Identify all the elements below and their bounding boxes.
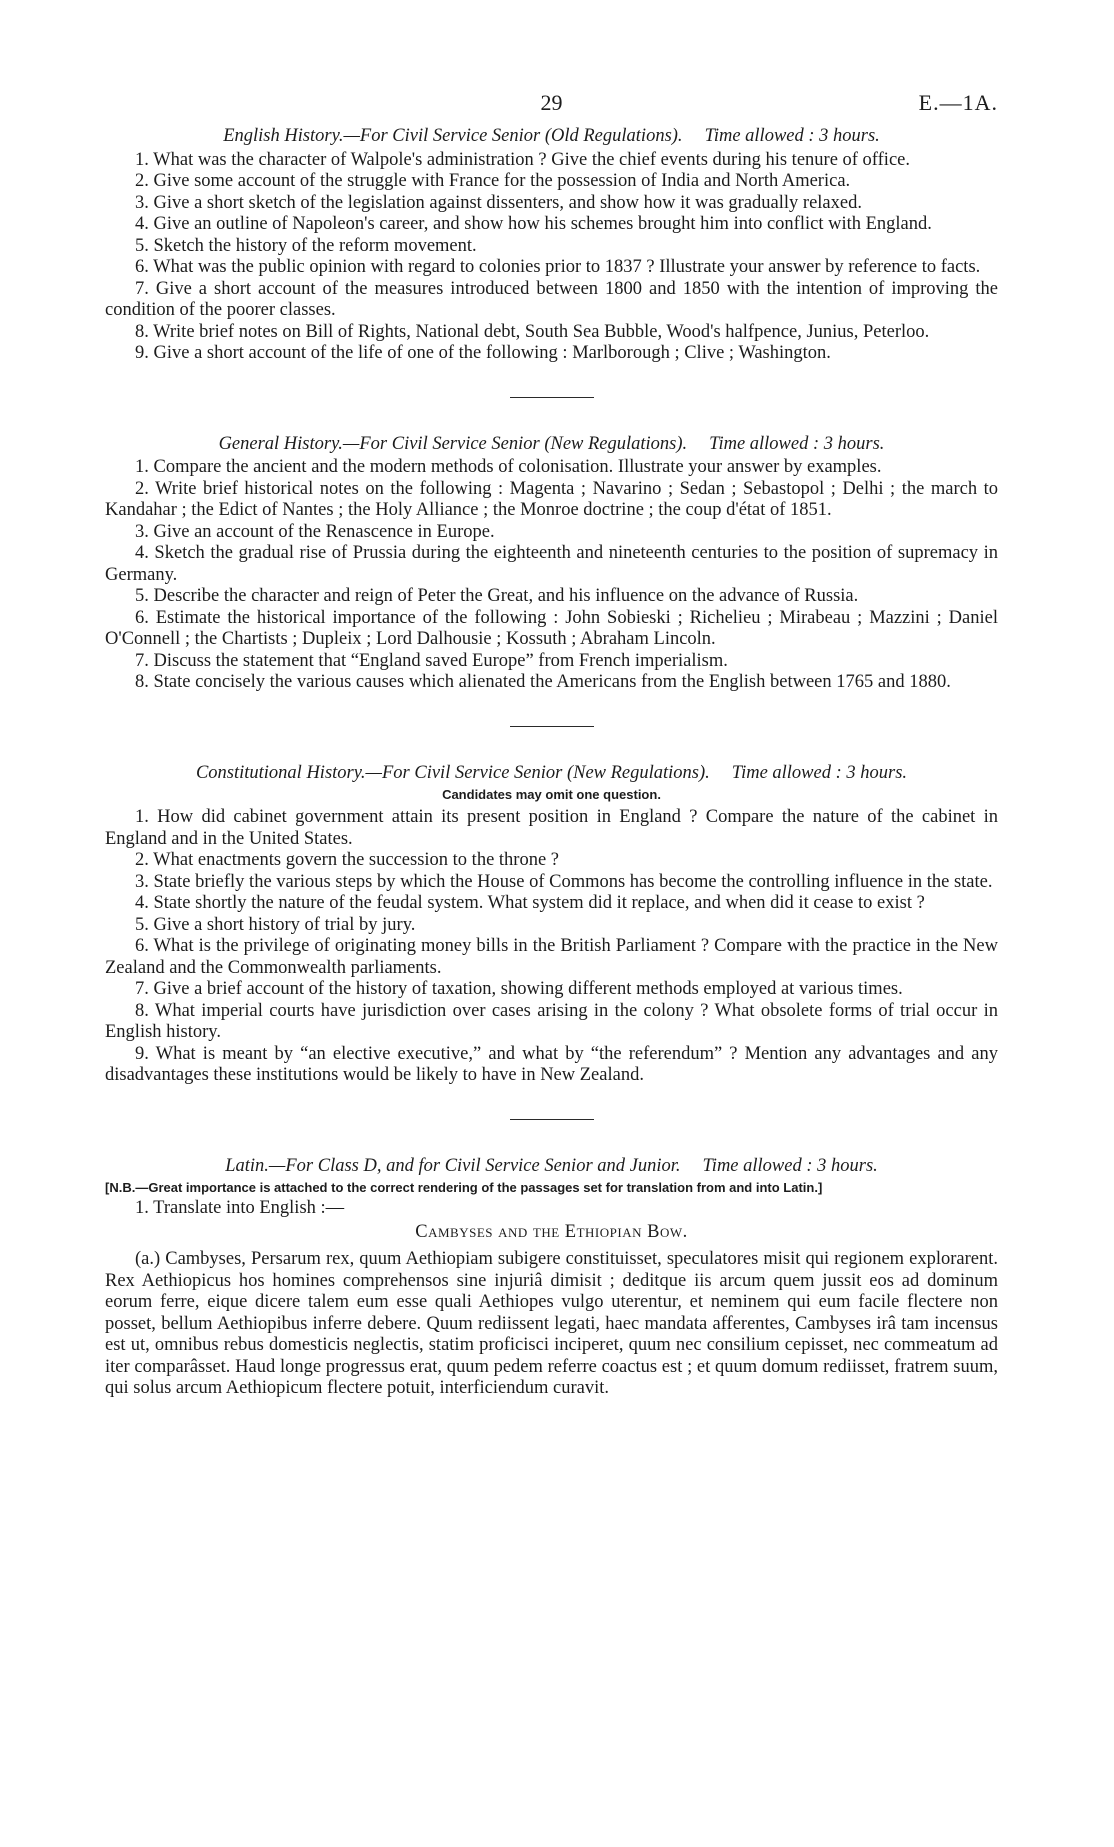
section-divider <box>510 726 594 727</box>
section-divider <box>510 397 594 398</box>
question: 3. Give an account of the Renascence in Europe. <box>135 521 495 542</box>
question: 7. Discuss the statement that “England saved Europe” from French imperialism. <box>135 650 728 671</box>
section-title: General History.—For Civil Service Senior (New Regulations). <box>218 433 688 454</box>
section-heading-constitutional <box>105 763 998 785</box>
question: 2. What enactments govern the succession to the throne ? <box>135 850 560 870</box>
question: 2. Write brief historical notes on the following : Magenta ; Navarino ; Sedan ; Sebastopol ; Delhi ; the march to Kandahar ; the Edict of Nantes ; the Holy Alliance ; the Monroe doctrine ; the coup d'état of 1851. <box>105 478 998 520</box>
page-header <box>105 88 998 120</box>
page-number: 29 <box>540 90 563 115</box>
question: 6. What was the public opinion with regard to colonies prior to 1837 ? Illustrate your answer by reference to facts. <box>135 257 981 277</box>
question: 3. Give a short sketch of the legislation against dissenters, and show how it was gradually relaxed. <box>135 192 862 213</box>
passage-title: Cambyses and the Ethiopian Bow. <box>415 1221 688 1242</box>
question: 9. What is meant by “an elective executive,” and what by “the referendum” ? Mention any advantages and any disadvantages these institutions would be likely to have in New Zealand. <box>105 1043 998 1085</box>
time-allowed: Time allowed : 3 hours. <box>702 1155 878 1176</box>
question: 3. State briefly the various steps by which the House of Commons has become the controlling influence in the state. <box>135 871 993 892</box>
question: 4. State shortly the nature of the feudal system. What system did it replace, and when did it cease to exist ? <box>135 893 925 913</box>
question: 6. Estimate the historical importance of the following : John Sobieski ; Richelieu ; Mirabeau ; Mazzini ; Daniel O'Connell ; the Chartists ; Dupleix ; Lord Dalhousie ; Kossuth ; Abraham Lincoln. <box>105 607 998 649</box>
section-note: Candidates may omit one question. <box>442 787 661 802</box>
document-code: E.—1A. <box>918 90 998 115</box>
section-heading-english <box>105 126 998 148</box>
time-allowed: Time allowed : 3 hours. <box>709 433 885 454</box>
latin-passage: (a.) Cambyses, Persarum rex, quum Aethiopiam subigere constituisset, speculatores misit qui regionem explorarent. Rex Aethiopicus hos homines comprehensos sine injuriâ dimisit ; deditque iis arcum quem jussit eos ad dominum eorum ferre, eique dicere talem eum esse quali Aethiopes vulgo uterentur, et neminem qui eum facile flectere non posset, bellum Aethiopibus inferre debere. Quum rediissent legati, haec mandata afferentes, Cambyses irâ tam incensus est ut, omnibus rebus domesticis neglectis, statim proficisci inciperet, quum nec consilium cepisset, nec commeatum ad iter comparâsset. Haud longe progressus erat, quum pedem referre coactus est ; et quum domum rediisset, fratrem suum, qui solus arcum Aethiopicum flectere potuit, interficiendum curavit. <box>105 1249 998 1398</box>
question: 2. Give some account of the struggle with France for the possession of India and North America. <box>135 171 851 191</box>
question: 7. Give a brief account of the history of taxation, showing different methods employed at various times. <box>135 979 903 999</box>
question: 8. State concisely the various causes which alienated the Americans from the English between 1765 and 1880. <box>135 672 951 692</box>
question: 4. Give an outline of Napoleon's career, and show how his schemes brought him into conflict with England. <box>135 214 932 234</box>
question: 5. Sketch the history of the reform movement. <box>135 235 477 256</box>
section-divider <box>510 1119 594 1120</box>
question: 1. How did cabinet government attain its present position in England ? Compare the nature of the cabinet in England and in the United States. <box>105 807 998 849</box>
question: 5. Give a short history of trial by jury. <box>135 914 416 935</box>
time-allowed: Time allowed : 3 hours. <box>731 762 908 783</box>
question: 8. What imperial courts have jurisdiction over cases arising in the colony ? What obsolete forms of trial occur in English history. <box>105 1000 998 1042</box>
question: 1. What was the character of Walpole's administration ? Give the chief events during his tenure of office. <box>135 149 910 170</box>
section-heading-general <box>105 434 998 456</box>
section-title: English History.—For Civil Service Senior (Old Regulations). <box>223 126 683 146</box>
section-note: [N.B.—Great importance is attached to the correct rendering of the passages set for translation from and into Latin.] <box>105 1180 823 1195</box>
time-allowed: Time allowed : 3 hours. <box>704 126 880 146</box>
question: 6. What is the privilege of originating money bills in the British Parliament ? Compare with the practice in the New Zealand and the Commonwealth parliaments. <box>105 936 998 978</box>
document-page <box>105 88 998 1400</box>
question: 1. Compare the ancient and the modern methods of colonisation. Illustrate your answer by examples. <box>135 457 882 477</box>
section-heading-latin <box>105 1156 998 1178</box>
question: 9. Give a short account of the life of one of the following : Marlborough ; Clive ; Washington. <box>135 343 831 363</box>
question: 4. Sketch the gradual rise of Prussia during the eighteenth and nineteenth centuries to the position of supremacy in Germany. <box>105 543 998 585</box>
question: 5. Describe the character and reign of Peter the Great, and his influence on the advance of Russia. <box>135 586 859 606</box>
question: 8. Write brief notes on Bill of Rights, National debt, South Sea Bubble, Wood's halfpence, Junius, Peterloo. <box>135 321 930 342</box>
question: 7. Give a short account of the measures introduced between 1800 and 1850 with the intention of improving the condition of the poorer classes. <box>105 278 998 320</box>
instruction: 1. Translate into English :— <box>135 1198 345 1218</box>
section-title: Latin.—For Class D, and for Civil Service Senior and Junior. <box>225 1155 681 1176</box>
section-title: Constitutional History.—For Civil Service Senior (New Regulations). <box>195 762 710 783</box>
